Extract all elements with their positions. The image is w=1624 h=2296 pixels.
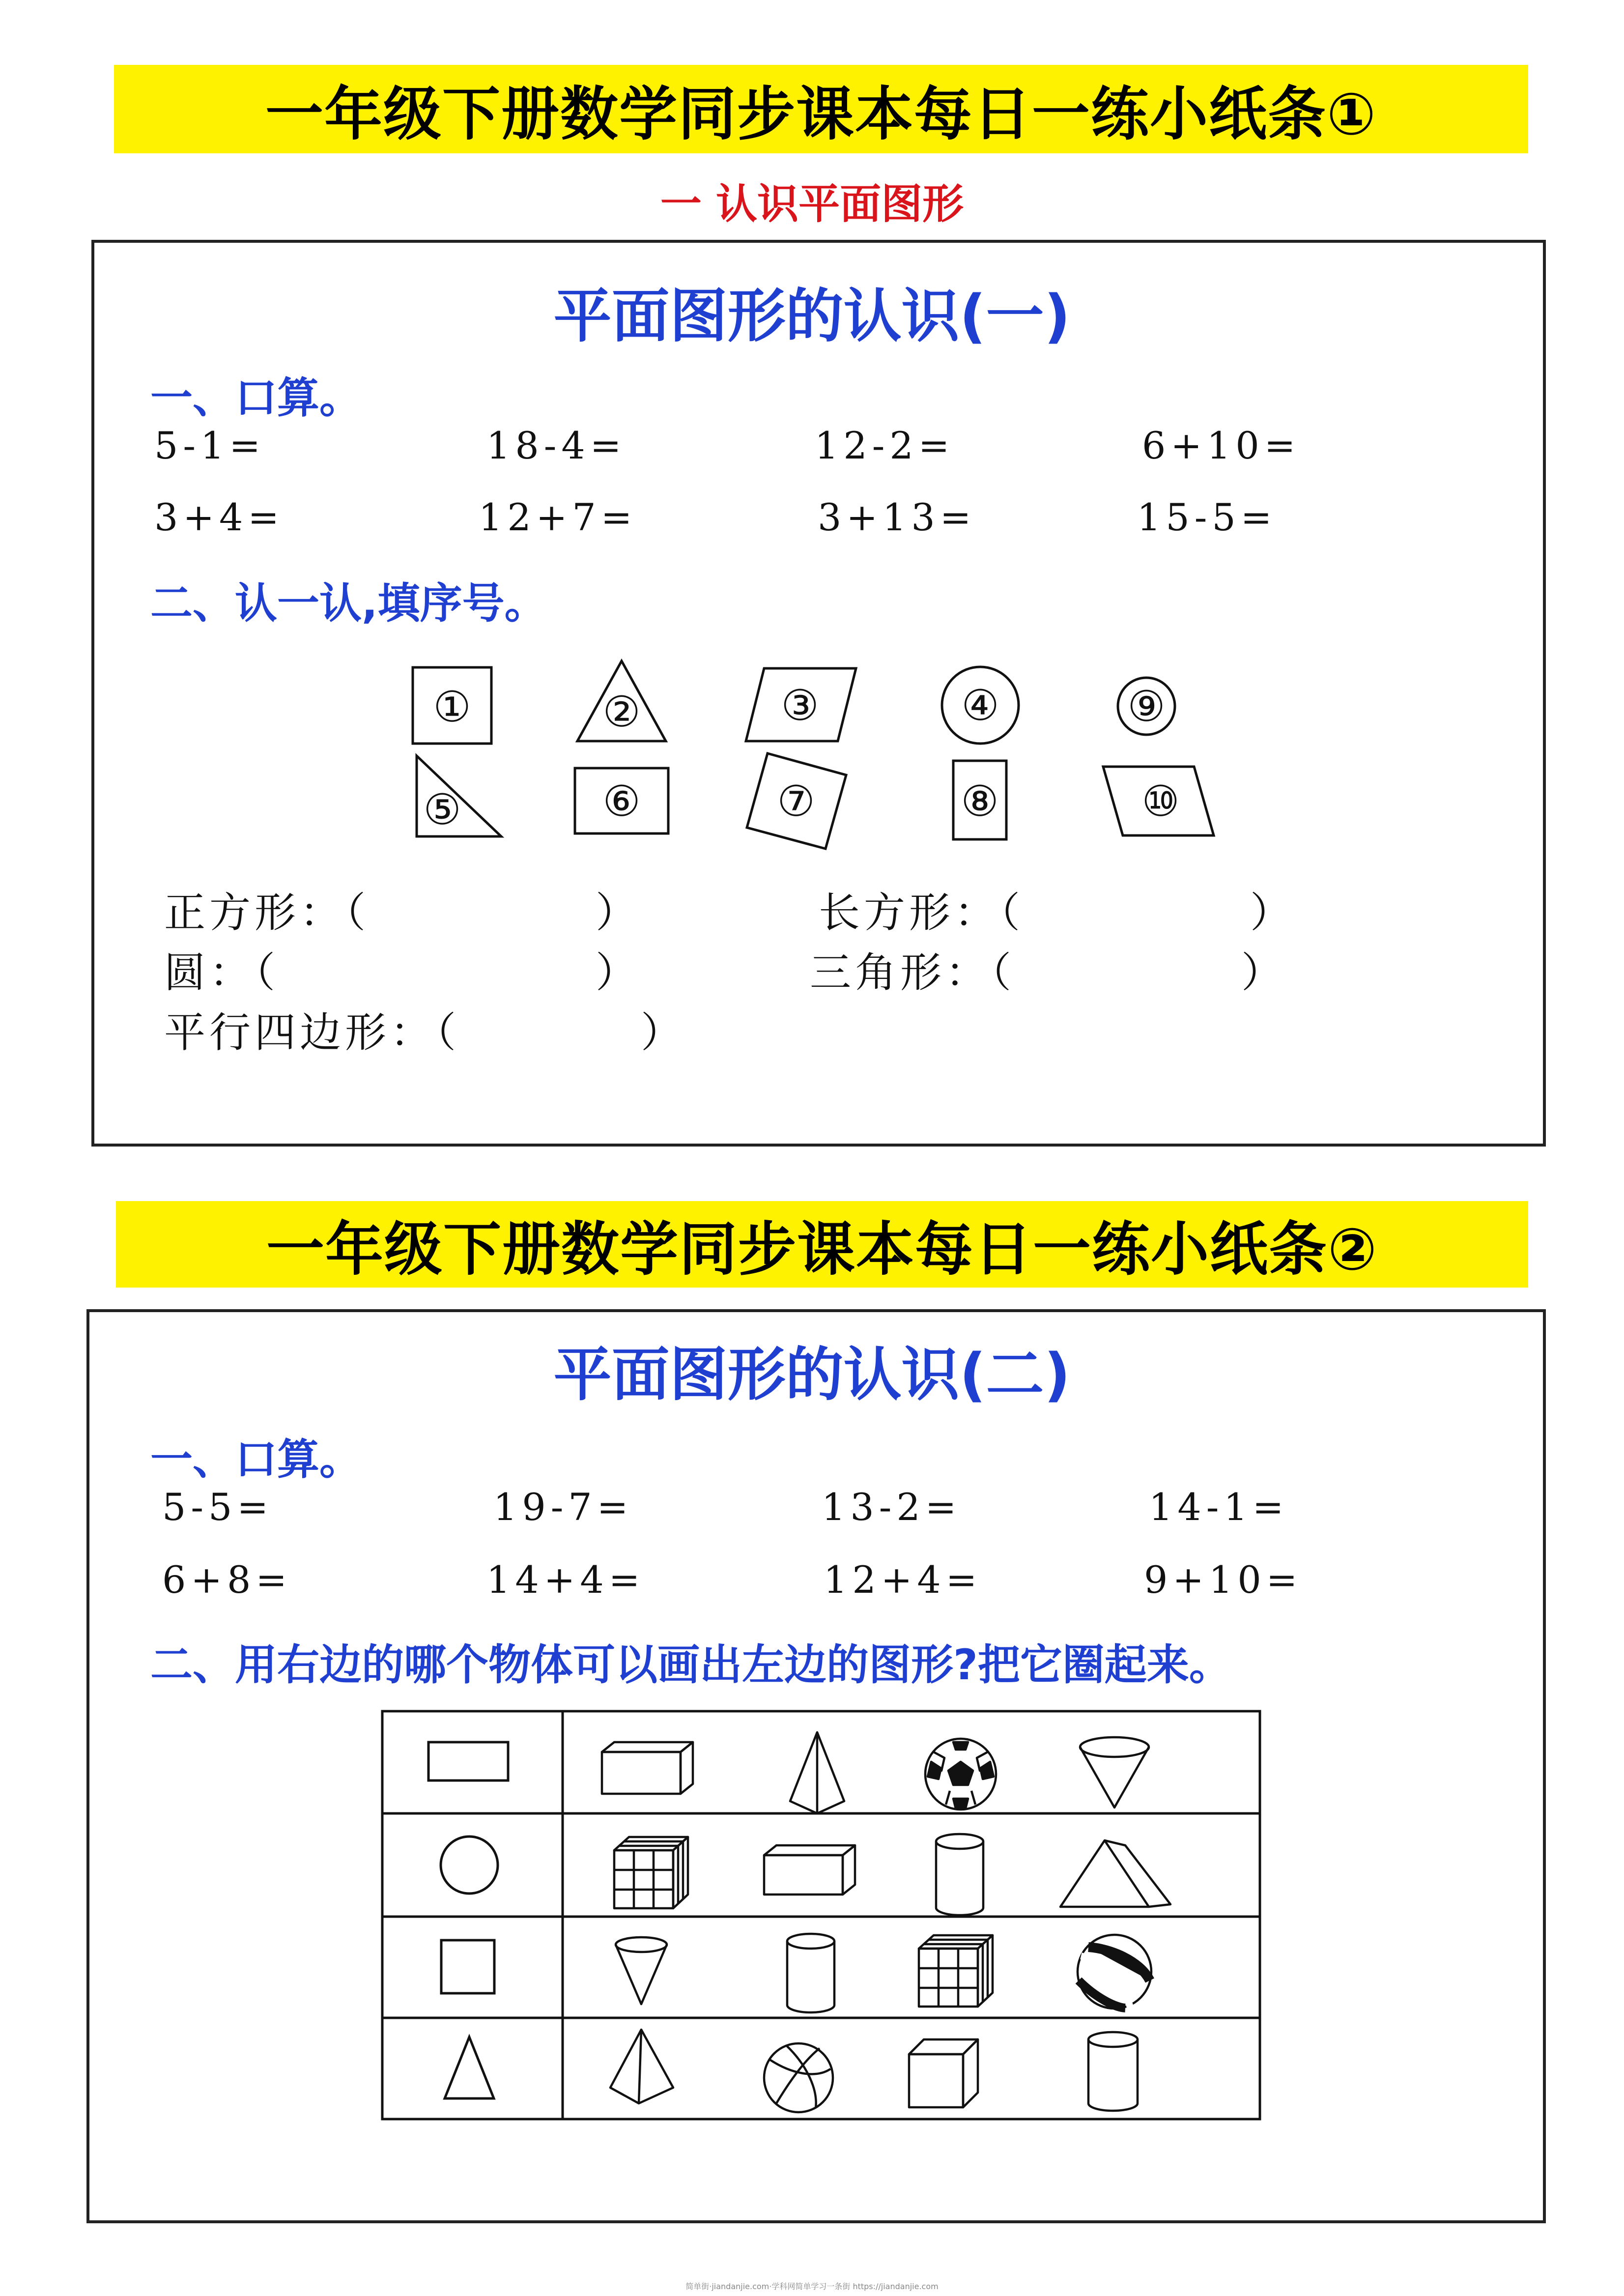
draw-shape-heading: 二、用右边的哪个物体可以画出左边的图形?把它圈起来。: [150, 1640, 1231, 1690]
cuboid-icon: [602, 1742, 693, 1794]
calc-item: 13-2=: [822, 1485, 962, 1529]
shape-label: ⑧: [961, 777, 999, 826]
calc-item: 12+7=: [479, 495, 637, 539]
answer-square[interactable]: 正方形：（ ）: [164, 889, 641, 937]
unit-title: 一 认识平面图形: [660, 180, 964, 228]
calc-item: 14+4=: [486, 1558, 645, 1602]
oral-calc-heading-1: 一、口算。: [150, 373, 362, 423]
square-shape: [441, 1940, 494, 1993]
calc-item: 3+13=: [818, 495, 976, 539]
shape-label: ⑩: [1141, 777, 1180, 826]
shape-label: ②: [602, 688, 641, 737]
calc-item: 6+10=: [1142, 424, 1301, 467]
oral-calc-heading-2: 一、口算。: [150, 1435, 362, 1484]
calc-item: 14-1=: [1149, 1485, 1289, 1529]
cone-icon: [616, 1937, 667, 2004]
pyramid-icon: [790, 1732, 844, 1813]
answer-parallelogram[interactable]: 平行四边形：（ ）: [164, 1008, 686, 1057]
calc-item: 6+8=: [162, 1558, 292, 1602]
cylinder-icon: [1088, 2032, 1138, 2111]
cube-icon: [909, 2039, 978, 2107]
basketball-icon: [764, 2043, 833, 2112]
shape-label: ⑤: [423, 785, 461, 834]
panel-title-1: 平面图形的认识(一): [553, 282, 1071, 350]
calc-item: 19-7=: [493, 1485, 633, 1529]
cylinder-icon: [936, 1834, 983, 1915]
cuboid-icon: [764, 1845, 855, 1894]
answer-circle[interactable]: 圆：（ ）: [164, 948, 641, 997]
identify-heading: 二、认一认,填序号。: [150, 579, 547, 628]
shape-label: ①: [433, 683, 471, 732]
triangle-shape: [445, 2037, 494, 2098]
shape-label: ⑨: [1127, 682, 1166, 731]
cone-icon: [1080, 1737, 1149, 1808]
footer-credit: 简单街·jiandanjie.com·学科网简单学习一条街 https://jiandanjie.com: [685, 2282, 939, 2291]
calc-item: 9+10=: [1144, 1558, 1303, 1602]
calc-item: 12-2=: [815, 424, 955, 467]
calc-item: 15-5=: [1137, 495, 1277, 539]
calc-item: 3+4=: [154, 495, 285, 539]
answer-triangle[interactable]: 三角形：（ ）: [810, 948, 1287, 997]
banner-2: 一年级下册数学同步课本每日一练小纸条②: [116, 1201, 1528, 1288]
triangular-prism-icon: [1060, 1840, 1170, 1907]
pyramid-icon: [610, 2030, 673, 2103]
calc-item: 12+4=: [824, 1558, 982, 1602]
volleyball-icon: [1078, 1935, 1151, 2009]
calc-item: 5-1=: [154, 424, 266, 467]
rubiks-cube-icon: [614, 1837, 688, 1908]
banner-1: 一年级下册数学同步课本每日一练小纸条①: [114, 65, 1528, 153]
rectangle-shape: [428, 1742, 508, 1780]
shape-label: ④: [961, 681, 999, 730]
calc-item: 18-4=: [486, 424, 627, 467]
calc-item: 5-5=: [162, 1485, 274, 1529]
shape-label: ⑥: [602, 777, 641, 826]
circle-shape: [441, 1837, 498, 1894]
shape-label: ③: [781, 681, 819, 730]
shape-label: ⑦: [777, 777, 815, 826]
soccer-ball-icon: [925, 1739, 996, 1809]
cylinder-icon: [787, 1934, 834, 2012]
panel-title-2: 平面图形的认识(二): [553, 1341, 1071, 1408]
rubiks-cube-icon: [919, 1935, 993, 2007]
answer-rectangle[interactable]: 长方形：（ ）: [819, 889, 1296, 937]
